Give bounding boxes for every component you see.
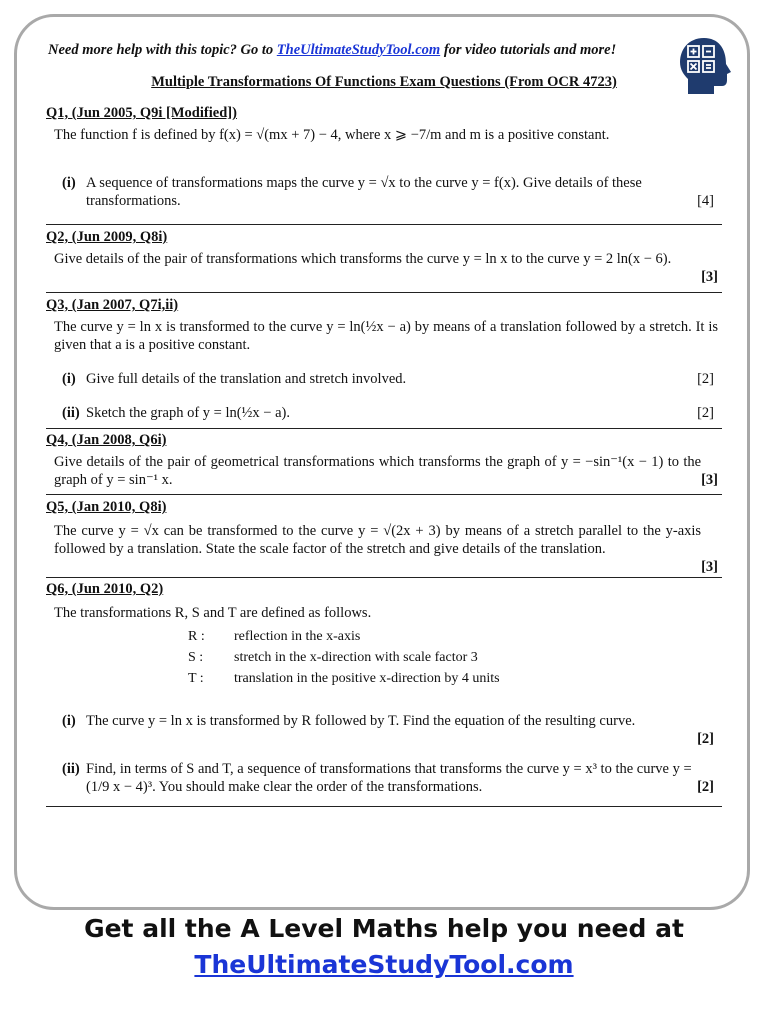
question-text (46, 522, 722, 575)
question-5 (46, 498, 722, 576)
part-label: (ii) (62, 761, 80, 777)
definition-key: T : (188, 671, 204, 686)
question-part-ii (46, 760, 722, 796)
divider (46, 577, 722, 578)
part-label: (i) (62, 371, 76, 387)
definition-key: R : (188, 629, 205, 644)
mark: [2] (697, 731, 714, 747)
part-label: (i) (62, 713, 76, 729)
divider (46, 224, 722, 225)
definition-value: reflection in the x-axis (234, 629, 361, 644)
definition-value: stretch in the x-direction with scale factor 3 (234, 650, 478, 665)
question-part-i (46, 174, 722, 210)
question-heading: Q5, (Jan 2010, Q8i) (46, 499, 167, 515)
document-title: Multiple Transformations Of Functions Exam Questions (From OCR 4723) (151, 74, 617, 90)
divider (46, 428, 722, 429)
divider (46, 292, 722, 293)
question-body: Give details of the pair of transformations which transforms the curve y = ln x to the curve y = 2 ln(x − 6). (54, 251, 672, 267)
divider (46, 494, 722, 495)
footer-tagline: Get all the A Level Maths help you need at (84, 914, 684, 943)
promo-link[interactable]: TheUltimateStudyTool.com (276, 42, 441, 58)
definition-row (188, 668, 500, 689)
question-part-ii (46, 404, 722, 422)
definition-row (188, 647, 500, 668)
question-text (46, 250, 722, 285)
footer-link[interactable]: TheUltimateStudyTool.com (194, 950, 574, 979)
question-heading: Q3, (Jan 2007, Q7i,ii) (46, 297, 179, 313)
footer-link-wrap (0, 950, 768, 979)
mark: [4] (697, 193, 714, 209)
definition-value: translation in the positive x-direction by 4 units (234, 671, 500, 686)
question-2 (46, 228, 722, 286)
part-text: Sketch the graph of y = ln(½x − a). (86, 405, 290, 421)
question-body: Give details of the pair of geometrical transformations which transforms the graph of y = −sin⁻¹(x − 1) to the graph of y = sin⁻¹ x. (54, 454, 702, 488)
mark: [3] (701, 559, 718, 575)
question-part-i (46, 370, 722, 388)
question-text: The curve y = ln x is transformed to the curve y = ln(½x − a) by means of a translation followed by a stretch. It is given that a is a positive constant. (54, 319, 718, 353)
part-label: (ii) (62, 405, 80, 421)
question-1 (46, 104, 722, 210)
question-heading: Q2, (Jun 2009, Q8i) (46, 229, 168, 245)
question-intro: The function f is defined by f(x) = √(mx + 7) − 4, where x ⩾ −7/m and m is a positive constant. (54, 127, 610, 143)
question-text (46, 453, 722, 489)
question-heading: Q4, (Jan 2008, Q6i) (46, 432, 167, 448)
question-3 (46, 296, 722, 422)
question-intro: The transformations R, S and T are defined as follows. (54, 605, 372, 621)
definition-row (188, 626, 500, 647)
transformation-definitions (188, 626, 500, 689)
mark: [2] (697, 779, 714, 795)
part-text: A sequence of transformations maps the curve y = √x to the curve y = f(x). Give details of these transformations. (86, 175, 642, 209)
part-label: (i) (62, 175, 76, 191)
definition-key: S : (188, 650, 204, 665)
question-body: The curve y = √x can be transformed to the curve y = √(2x + 3) by means of a stretch parallel to the y-axis followed by a translation. State the scale factor of the stretch and give details of the translation. (54, 523, 702, 557)
question-part-i (46, 712, 722, 748)
question-6 (46, 580, 722, 622)
question-4 (46, 431, 722, 489)
promo-text-after: for video tutorials and more! (440, 42, 617, 58)
promo-text-before: Need more help with this topic? Go to (48, 42, 277, 58)
question-6-parts (46, 712, 722, 796)
question-heading: Q1, (Jun 2005, Q9i [Modified]) (46, 105, 237, 121)
mark: [2] (697, 405, 714, 421)
part-text: The curve y = ln x is transformed by R followed by T. Find the equation of the resulting curve. (86, 713, 636, 729)
promo-line (48, 42, 616, 59)
mark: [3] (701, 269, 718, 285)
mark: [3] (701, 472, 718, 488)
question-heading: Q6, (Jun 2010, Q2) (46, 581, 164, 597)
mark: [2] (697, 371, 714, 387)
divider (46, 806, 722, 807)
part-text: Give full details of the translation and stretch involved. (86, 371, 407, 387)
part-text: Find, in terms of S and T, a sequence of transformations that transforms the curve y = x³ to the curve y = (1/9 x − 4)³. You should make clear the order of the transformations. (86, 761, 692, 795)
